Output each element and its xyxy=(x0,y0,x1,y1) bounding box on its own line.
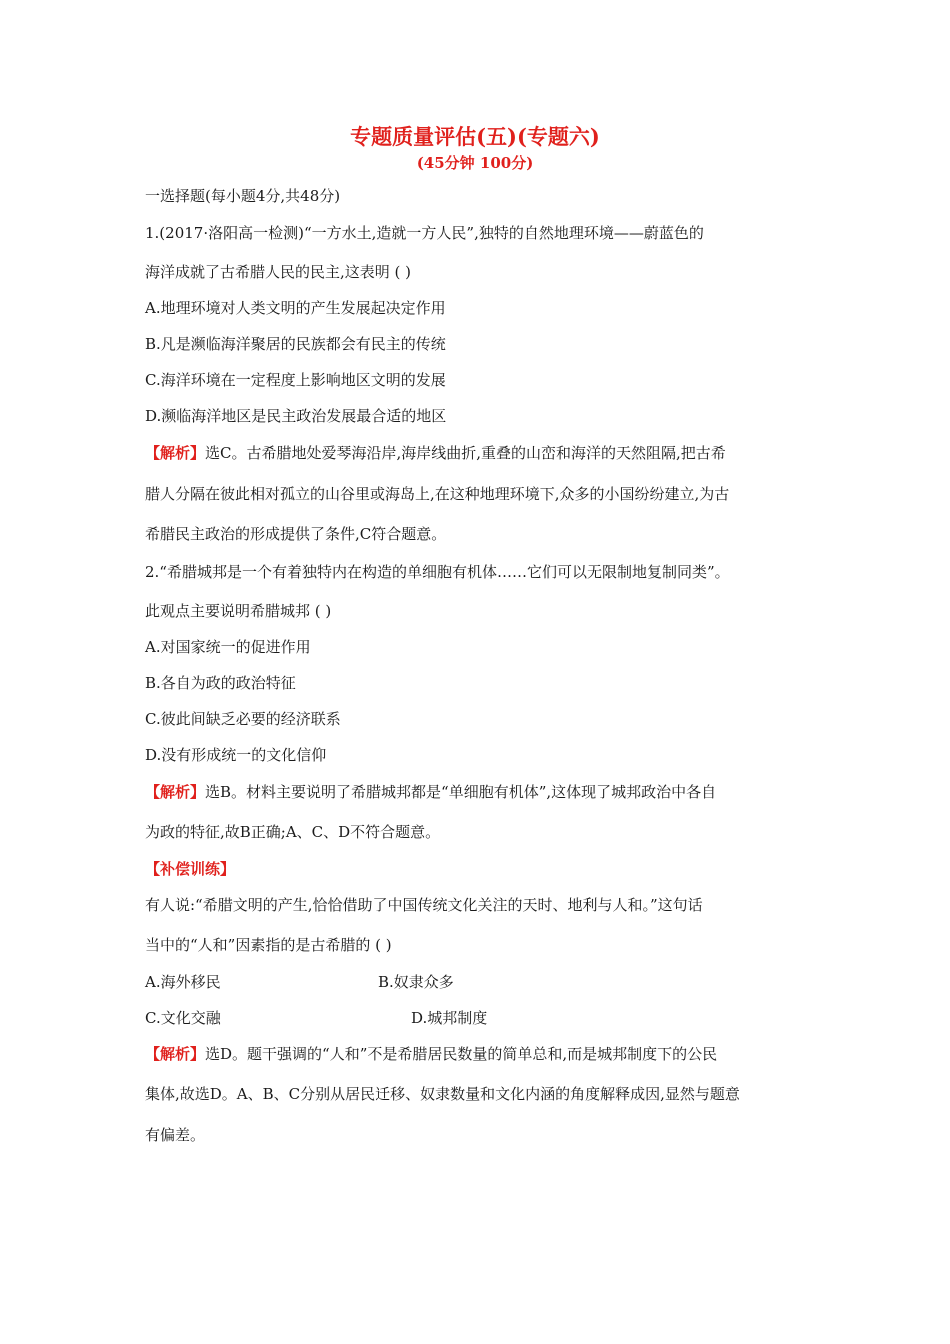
page-title: 专题质量评估(五)(专题六) xyxy=(350,124,600,149)
supplement-analysis-line1 xyxy=(145,1043,717,1065)
supplement-stem-line1: 有人说:“希腊文明的产生,恰恰借助了中国传统文化关注的天时、地利与人和。”这句话 xyxy=(145,896,703,914)
q2-stem-line2: 此观点主要说明希腊城邦 ( ) xyxy=(145,602,332,620)
q1-option-a: A.地理环境对人类文明的产生发展起决定作用 xyxy=(145,299,446,317)
q1-analysis-text: 选C。古希腊地处爱琴海沿岸,海岸线曲折,重叠的山峦和海洋的天然阻隔,把古希 xyxy=(205,444,726,462)
q2-option-d: D.没有形成统一的文化信仰 xyxy=(145,746,327,764)
q2-option-c: C.彼此间缺乏必要的经济联系 xyxy=(145,710,341,728)
q1-stem-line1: 1.(2017·洛阳高一检测)“一方水土,造就一方人民”,独特的自然地理环境——蔚蓝色的 xyxy=(145,224,704,242)
q1-option-b: B.凡是濒临海洋聚居的民族都会有民主的传统 xyxy=(145,335,446,353)
analysis-tag: 【解析】 xyxy=(145,1045,206,1063)
analysis-tag: 【解析】 xyxy=(145,444,206,462)
supplement-analysis-text: 选D。题干强调的“人和”不是希腊居民数量的简单总和,而是城邦制度下的公民 xyxy=(205,1045,718,1063)
q2-analysis-line2: 为政的特征,故B正确;A、C、D不符合题意。 xyxy=(145,823,441,841)
analysis-tag: 【解析】 xyxy=(145,783,206,801)
q2-stem-line1: 2.“希腊城邦是一个有着独特内在构造的单细胞有机体……它们可以无限制地复制同类”。 xyxy=(145,563,730,581)
supplement-analysis-line2: 集体,故选D。A、B、C分别从居民迁移、奴隶数量和文化内涵的角度解释成因,显然与题意 xyxy=(145,1085,740,1103)
section-heading: 一选择题(每小题4分,共48分) xyxy=(145,187,341,205)
supplement-stem-line2: 当中的“人和”因素指的是古希腊的 ( ) xyxy=(145,936,392,954)
supplement-analysis-line3: 有偏差。 xyxy=(145,1126,206,1144)
supplement-option-a: A.海外移民 xyxy=(145,973,221,991)
q1-stem-line2: 海洋成就了古希腊人民的民主,这表明 ( ) xyxy=(145,263,412,281)
q1-analysis-line3: 希腊民主政治的形成提供了条件,C符合题意。 xyxy=(145,525,447,543)
q2-option-a: A.对国家统一的促进作用 xyxy=(145,638,311,656)
q2-option-b: B.各自为政的政治特征 xyxy=(145,674,296,692)
supplement-option-d: D.城邦制度 xyxy=(411,1009,488,1027)
q1-analysis-line2: 腊人分隔在彼此相对孤立的山谷里或海岛上,在这种地理环境下,众多的小国纷纷建立,为古 xyxy=(145,485,730,503)
q1-analysis-line1 xyxy=(145,442,726,464)
supplement-option-b: B.奴隶众多 xyxy=(378,973,454,991)
page-subtitle: (45分钟 100分) xyxy=(416,154,534,172)
q2-analysis-text: 选B。材料主要说明了希腊城邦都是“单细胞有机体”,这体现了城邦政治中各自 xyxy=(205,783,717,801)
supplement-option-c: C.文化交融 xyxy=(145,1009,221,1027)
q1-option-d: D.濒临海洋地区是民主政治发展最合适的地区 xyxy=(145,407,447,425)
supplement-tag: 【补偿训练】 xyxy=(145,860,236,878)
q1-option-c: C.海洋环境在一定程度上影响地区文明的发展 xyxy=(145,371,446,389)
q2-analysis-line1 xyxy=(145,781,716,803)
